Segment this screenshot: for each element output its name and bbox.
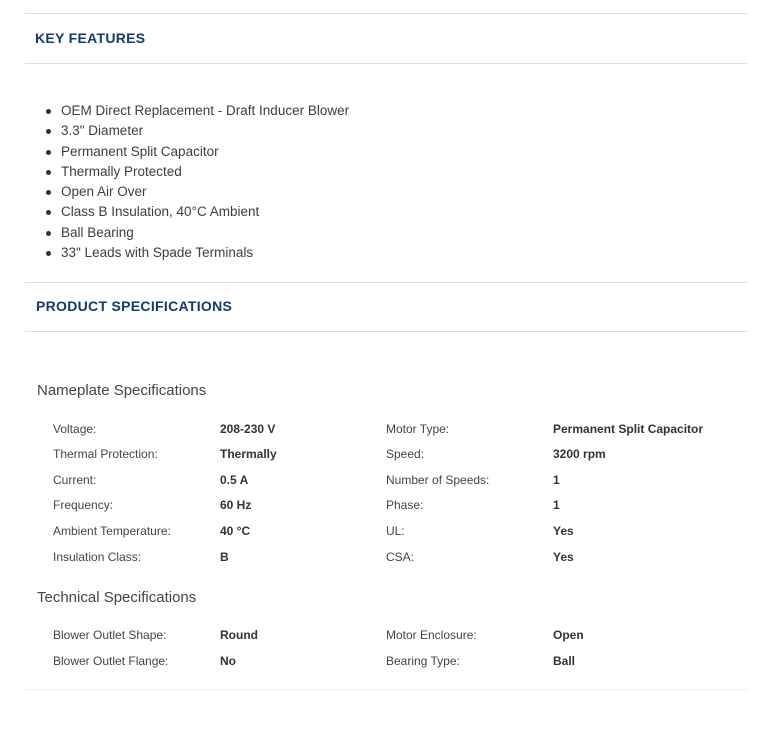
- spec-value: Yes: [553, 524, 574, 538]
- list-item: 3.3" Diameter: [46, 121, 349, 141]
- spec-label: Number of Speeds:: [386, 473, 490, 487]
- spec-label: Frequency:: [53, 498, 114, 512]
- spec-label: Motor Enclosure:: [386, 628, 477, 642]
- nameplate-specifications-heading: Nameplate Specifications: [37, 382, 207, 399]
- spec-value: No: [220, 654, 236, 668]
- spec-label: Blower Outlet Flange:: [53, 654, 169, 668]
- list-item: Open Air Over: [46, 182, 349, 202]
- spec-label: Voltage:: [53, 422, 97, 436]
- spec-label: Speed:: [386, 447, 425, 461]
- list-item: Permanent Split Capacitor: [46, 142, 349, 162]
- divider: [25, 331, 747, 332]
- technical-specifications-heading: Technical Specifications: [37, 589, 197, 606]
- spec-value: 3200 rpm: [553, 447, 606, 461]
- spec-value: 0.5 A: [220, 473, 249, 487]
- key-features-heading: KEY FEATURES: [35, 30, 146, 46]
- spec-label: CSA:: [386, 550, 415, 564]
- list-item: Thermally Protected: [46, 162, 349, 182]
- key-features-list: [46, 101, 349, 263]
- divider: [25, 63, 747, 64]
- spec-value: Yes: [553, 550, 574, 564]
- spec-label: Current:: [53, 473, 97, 487]
- spec-value: Thermally: [220, 447, 277, 461]
- spec-label: Motor Type:: [386, 422, 450, 436]
- list-item: OEM Direct Replacement - Draft Inducer Blower: [46, 101, 349, 121]
- spec-label: Ambient Temperature:: [53, 524, 171, 538]
- spec-value: B: [220, 550, 229, 564]
- spec-label: Thermal Protection:: [53, 447, 158, 461]
- divider: [25, 689, 747, 690]
- list-item: Ball Bearing: [46, 223, 349, 243]
- spec-value: 1: [553, 473, 560, 487]
- spec-value: Ball: [553, 654, 576, 668]
- spec-value: Permanent Split Capacitor: [553, 422, 704, 436]
- spec-value: Round: [220, 628, 258, 642]
- spec-label: Insulation Class:: [53, 550, 142, 564]
- spec-value: 60 Hz: [220, 498, 252, 512]
- spec-label: Phase:: [386, 498, 424, 512]
- spec-value: 1: [553, 498, 560, 512]
- spec-value: 208-230 V: [220, 422, 276, 436]
- divider: [25, 13, 747, 14]
- list-item: Class B Insulation, 40°C Ambient: [46, 202, 349, 222]
- spec-value: 40 °C: [220, 524, 251, 538]
- spec-value: Open: [553, 628, 584, 642]
- divider: [25, 282, 747, 283]
- spec-label: Bearing Type:: [386, 654, 460, 668]
- spec-label: UL:: [386, 524, 405, 538]
- product-specifications-heading: PRODUCT SPECIFICATIONS: [36, 298, 233, 314]
- spec-label: Blower Outlet Shape:: [53, 628, 167, 642]
- list-item: 33" Leads with Spade Terminals: [46, 243, 349, 263]
